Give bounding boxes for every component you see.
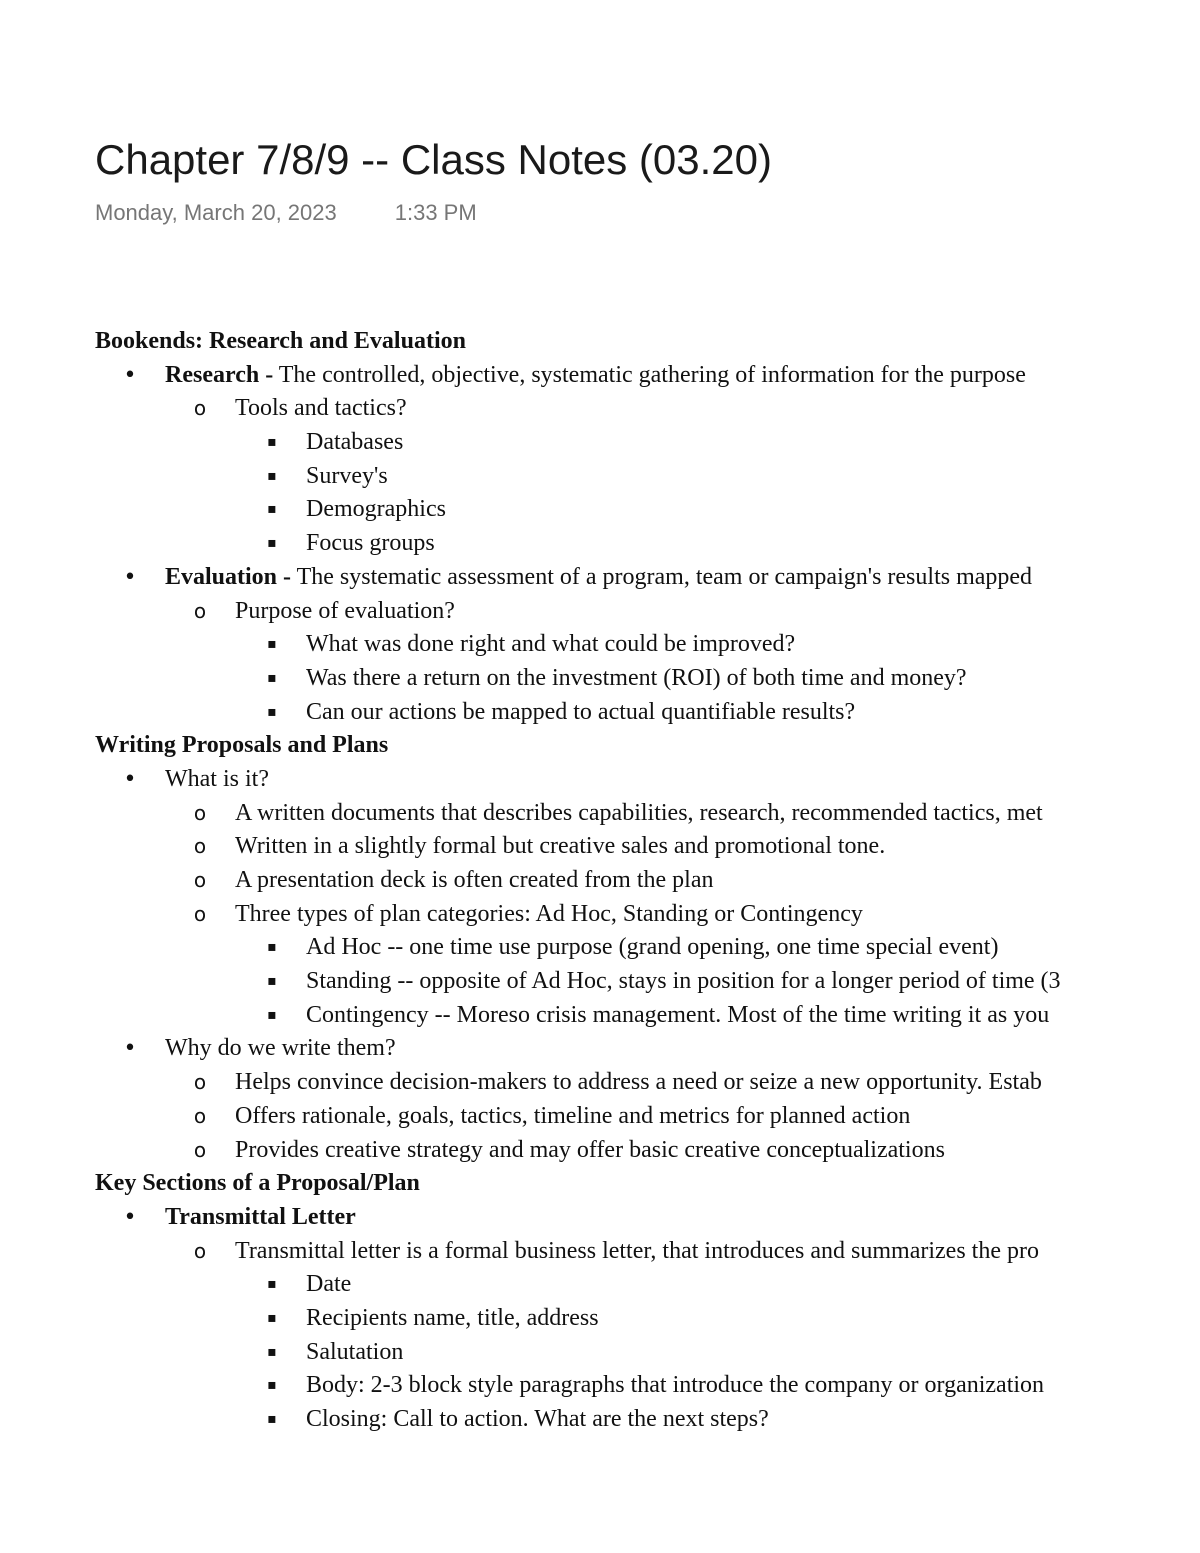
sub-sub-list-item-text: Body: 2-3 block style paragraphs that introduce the company or organization bbox=[306, 1372, 1045, 1399]
list-item-term: Research - bbox=[165, 361, 274, 388]
list-item-text bbox=[165, 1201, 356, 1235]
sub-sub-list-item bbox=[0, 1403, 1200, 1437]
bullet-dot-icon: • bbox=[123, 1036, 137, 1062]
section-heading: Writing Proposals and Plans bbox=[95, 732, 389, 759]
bullet-square-icon: ▪ bbox=[267, 1411, 277, 1427]
sub-list-item-text: Provides creative strategy and may offer basic creative conceptualizations bbox=[235, 1136, 945, 1163]
sub-list-item bbox=[0, 830, 1200, 864]
section-heading: Bookends: Research and Evaluation bbox=[95, 328, 466, 354]
list-item-text bbox=[165, 1032, 396, 1066]
list-item-description: What is it? bbox=[165, 765, 269, 792]
sub-list-item-text: A presentation deck is often created from the plan bbox=[235, 867, 714, 893]
sub-sub-list-item bbox=[0, 696, 1200, 730]
list-item-text bbox=[165, 561, 1032, 595]
bullet-square-icon: ▪ bbox=[267, 535, 277, 552]
sub-list-item bbox=[0, 1134, 1200, 1168]
list-item-term: Transmittal Letter bbox=[165, 1203, 356, 1230]
sub-sub-list-item-text: Can our actions be mapped to actual quantifiable results? bbox=[306, 698, 856, 725]
bullet-square-icon: ▪ bbox=[267, 467, 277, 484]
sub-sub-list-item-text: Date bbox=[306, 1271, 352, 1298]
bullet-circle-icon: o bbox=[193, 1103, 207, 1128]
sub-list-item-text: Purpose of evaluation? bbox=[235, 597, 455, 624]
bullet-circle-icon: o bbox=[193, 834, 207, 859]
bullet-square-icon: ▪ bbox=[267, 636, 277, 653]
bullet-circle-icon: o bbox=[193, 396, 207, 421]
list-item-description: The systematic assessment of a program, team or campaign's results mapped bbox=[291, 563, 1033, 590]
sub-sub-list-item bbox=[0, 931, 1200, 965]
list-item-text bbox=[165, 763, 269, 797]
bullet-circle-icon: o bbox=[193, 598, 207, 623]
bullet-square-icon: ▪ bbox=[267, 434, 277, 451]
bullet-square-icon: ▪ bbox=[267, 973, 277, 990]
bullet-circle-icon: o bbox=[193, 901, 207, 926]
note-date: Monday, March 20, 2023 bbox=[95, 200, 337, 225]
sub-sub-list-item-text: Salutation bbox=[306, 1338, 404, 1365]
sub-list-item bbox=[0, 595, 1200, 629]
note-time: 1:33 PM bbox=[394, 200, 477, 225]
bullet-square-icon: ▪ bbox=[267, 1309, 277, 1326]
sub-sub-list-item bbox=[0, 965, 1200, 999]
sub-sub-list-item-text: Focus groups bbox=[306, 530, 435, 557]
bullet-square-icon: ▪ bbox=[267, 1006, 277, 1023]
note-timestamp bbox=[95, 198, 477, 228]
sub-list-item-text: Offers rationale, goals, tactics, timeline and metrics for planned action bbox=[235, 1102, 911, 1129]
bullet-dot-icon: • bbox=[123, 1204, 137, 1230]
sub-list-item bbox=[0, 1100, 1200, 1134]
bullet-circle-icon: o bbox=[193, 1070, 207, 1095]
sub-list-item-text: Helps convince decision-makers to address a need or seize a new opportunity. Estab bbox=[235, 1069, 1042, 1096]
sub-sub-list-item-text: What was done right and what could be improved? bbox=[306, 631, 796, 658]
sub-list-item-text: A written documents that describes capabilities, research, recommended tactics, met bbox=[235, 799, 1043, 826]
bullet-square-icon: ▪ bbox=[267, 1377, 277, 1394]
sub-sub-list-item bbox=[0, 493, 1200, 527]
sub-sub-list-item bbox=[0, 628, 1200, 662]
sub-sub-list-item bbox=[0, 1336, 1200, 1370]
sub-list-item bbox=[0, 392, 1200, 426]
sub-sub-list-item-text: Was there a return on the investment (ROI) of both time and money? bbox=[306, 664, 967, 691]
sub-list-item-text: Tools and tactics? bbox=[235, 395, 407, 422]
bullet-circle-icon: o bbox=[193, 868, 207, 892]
sub-sub-list-item bbox=[0, 1369, 1200, 1403]
note-body bbox=[0, 325, 1200, 1437]
bullet-square-icon: ▪ bbox=[267, 939, 277, 956]
bullet-circle-icon: o bbox=[193, 1238, 207, 1263]
sub-list-item bbox=[0, 898, 1200, 932]
sub-sub-list-item bbox=[0, 1302, 1200, 1336]
sub-list-item-text: Written in a slightly formal but creative sales and promotional tone. bbox=[235, 833, 886, 860]
sub-sub-list-item-text: Standing -- opposite of Ad Hoc, stays in position for a longer period of time (3 bbox=[306, 968, 1061, 995]
sub-sub-list-item bbox=[0, 460, 1200, 494]
bullet-square-icon: ▪ bbox=[267, 669, 277, 686]
bullet-square-icon: ▪ bbox=[267, 1276, 277, 1293]
sub-sub-list-item bbox=[0, 999, 1200, 1033]
list-item bbox=[0, 561, 1200, 595]
sub-sub-list-item bbox=[0, 426, 1200, 460]
bullet-dot-icon: • bbox=[123, 766, 137, 792]
bullet-square-icon: ▪ bbox=[267, 501, 277, 518]
sub-sub-list-item-text: Closing: Call to action. What are the next steps? bbox=[306, 1406, 769, 1432]
bullet-circle-icon: o bbox=[193, 800, 207, 825]
sub-list-item bbox=[0, 1066, 1200, 1100]
bullet-circle-icon: o bbox=[193, 1137, 207, 1162]
sub-sub-list-item-text: Survey's bbox=[306, 462, 388, 489]
list-item-term: Evaluation - bbox=[165, 563, 292, 590]
list-item bbox=[0, 763, 1200, 797]
sub-sub-list-item-text: Ad Hoc -- one time use purpose (grand opening, one time special event) bbox=[306, 934, 999, 961]
sub-list-item bbox=[0, 797, 1200, 831]
bullet-dot-icon: • bbox=[123, 362, 137, 388]
sub-list-item bbox=[0, 864, 1200, 898]
sub-sub-list-item bbox=[0, 527, 1200, 561]
list-item-text bbox=[165, 359, 1026, 393]
list-item-description: Why do we write them? bbox=[165, 1035, 396, 1062]
sub-list-item-text: Three types of plan categories: Ad Hoc, Standing or Contingency bbox=[235, 900, 863, 927]
section-heading: Key Sections of a Proposal/Plan bbox=[95, 1170, 420, 1197]
sub-sub-list-item-text: Recipients name, title, address bbox=[306, 1304, 599, 1331]
list-item-description: The controlled, objective, systematic gathering of information for the purpose bbox=[273, 361, 1026, 388]
sub-list-item-text: Transmittal letter is a formal business letter, that introduces and summarizes the pro bbox=[235, 1237, 1039, 1264]
list-item bbox=[0, 359, 1200, 393]
sub-list-item bbox=[0, 1235, 1200, 1269]
sub-sub-list-item bbox=[0, 1268, 1200, 1302]
bullet-square-icon: ▪ bbox=[267, 703, 277, 720]
sub-sub-list-item bbox=[0, 662, 1200, 696]
bullet-square-icon: ▪ bbox=[267, 1343, 277, 1360]
sub-sub-list-item-text: Contingency -- Moreso crisis management. Most of the time writing it as you bbox=[306, 1001, 1050, 1028]
list-item bbox=[0, 1032, 1200, 1066]
list-item bbox=[0, 1201, 1200, 1235]
sub-sub-list-item-text: Databases bbox=[306, 429, 404, 456]
sub-sub-list-item-text: Demographics bbox=[306, 496, 446, 523]
bullet-dot-icon: • bbox=[123, 564, 137, 590]
page-title: Chapter 7/8/9 -- Class Notes (03.20) bbox=[95, 136, 772, 183]
